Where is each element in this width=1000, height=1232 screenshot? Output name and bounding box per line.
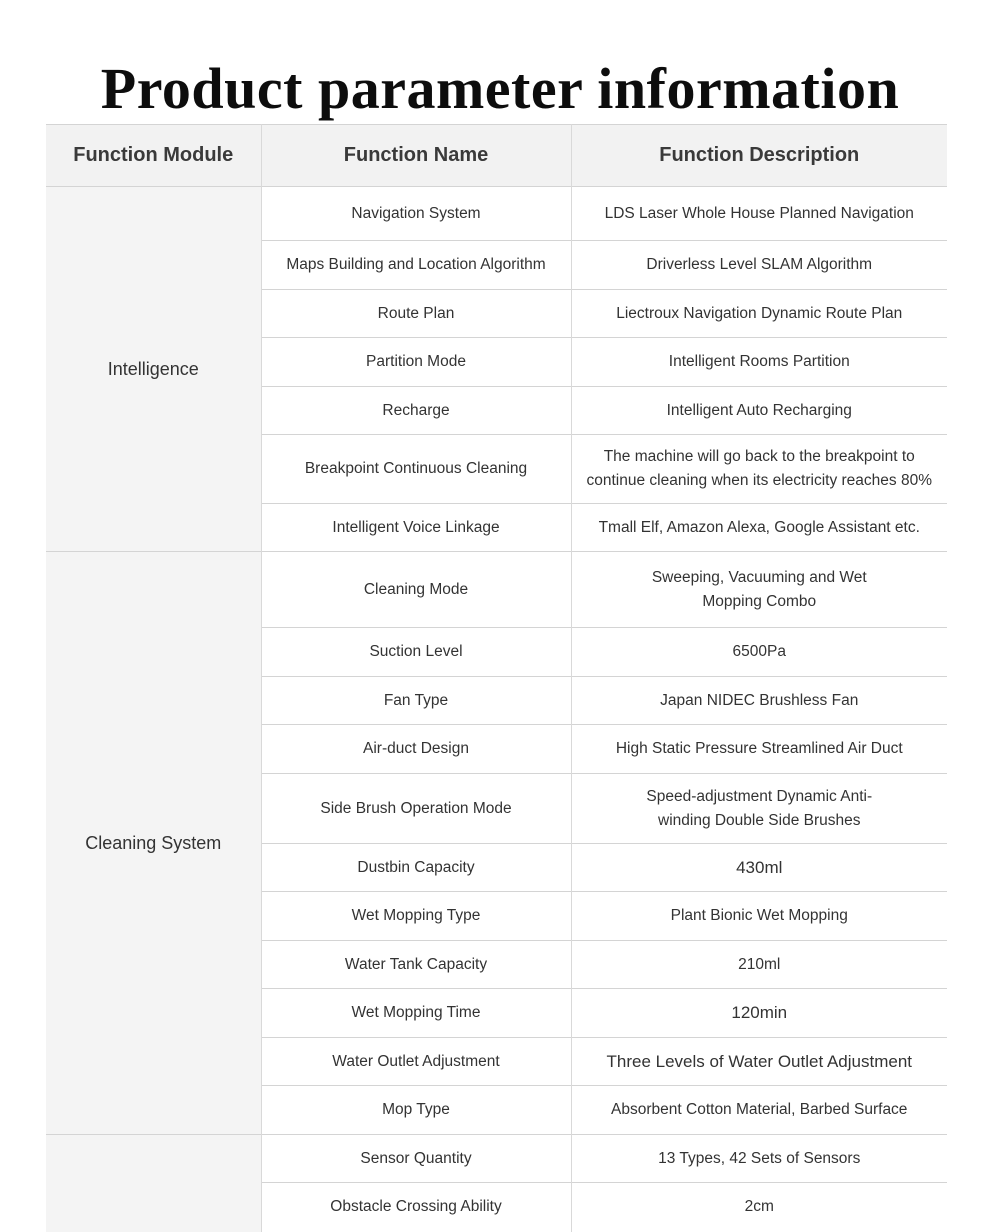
table-row xyxy=(46,187,947,241)
function-description-cell: The machine will go back to the breakpoint to continue cleaning when its electricity reaches 80% xyxy=(571,435,947,504)
function-name-cell: Partition Mode xyxy=(261,338,571,387)
function-name-cell: Water Outlet Adjustment xyxy=(261,1038,571,1086)
function-name-cell: Sensor Quantity xyxy=(261,1135,571,1183)
function-description-cell: Driverless Level SLAM Algorithm xyxy=(571,241,947,290)
function-description-cell: 2cm xyxy=(571,1183,947,1232)
function-name-cell: Dustbin Capacity xyxy=(261,844,571,892)
function-name-cell: Air-duct Design xyxy=(261,725,571,774)
header-function-module: Function Module xyxy=(46,125,261,187)
function-name-cell: Wet Mopping Time xyxy=(261,989,571,1038)
function-description-cell: 120min xyxy=(571,989,947,1038)
function-description-cell: Speed-adjustment Dynamic Anti-winding Double Side Brushes xyxy=(571,774,947,844)
function-description-cell: Absorbent Cotton Material, Barbed Surface xyxy=(571,1086,947,1135)
function-description-cell: Liectroux Navigation Dynamic Route Plan xyxy=(571,290,947,338)
function-name-cell: Mop Type xyxy=(261,1086,571,1135)
function-description-cell: Tmall Elf, Amazon Alexa, Google Assistant etc. xyxy=(571,504,947,552)
function-name-cell: Intelligent Voice Linkage xyxy=(261,504,571,552)
function-name-cell: Navigation System xyxy=(261,187,571,241)
function-name-cell: Suction Level xyxy=(261,628,571,677)
function-description-cell: Sweeping, Vacuuming and Wet Mopping Combo xyxy=(571,552,947,628)
function-name-cell: Side Brush Operation Mode xyxy=(261,774,571,844)
function-name-cell: Fan Type xyxy=(261,677,571,725)
function-name-cell: Breakpoint Continuous Cleaning xyxy=(261,435,571,504)
function-description-cell: Three Levels of Water Outlet Adjustment xyxy=(571,1038,947,1086)
function-name-cell: Cleaning Mode xyxy=(261,552,571,628)
function-description-cell: Plant Bionic Wet Mopping xyxy=(571,892,947,941)
table-header-row xyxy=(46,125,947,187)
header-function-description: Function Description xyxy=(571,125,947,187)
parameter-table xyxy=(46,124,947,1232)
function-description-cell: LDS Laser Whole House Planned Navigation xyxy=(571,187,947,241)
function-description-cell: Intelligent Rooms Partition xyxy=(571,338,947,387)
function-name-cell: Recharge xyxy=(261,387,571,435)
function-description-cell: 430ml xyxy=(571,844,947,892)
function-name-cell: Wet Mopping Type xyxy=(261,892,571,941)
function-description-cell: 210ml xyxy=(571,941,947,989)
function-description-cell: 6500Pa xyxy=(571,628,947,677)
function-module-cell xyxy=(46,1135,261,1232)
function-name-cell: Water Tank Capacity xyxy=(261,941,571,989)
table-row xyxy=(46,1135,947,1183)
function-module-cell: Cleaning System xyxy=(46,552,261,1135)
function-name-cell: Route Plan xyxy=(261,290,571,338)
function-description-cell: 13 Types, 42 Sets of Sensors xyxy=(571,1135,947,1183)
header-function-name: Function Name xyxy=(261,125,571,187)
function-module-cell: Intelligence xyxy=(46,187,261,552)
function-description-cell: Intelligent Auto Recharging xyxy=(571,387,947,435)
function-name-cell: Maps Building and Location Algorithm xyxy=(261,241,571,290)
function-name-cell: Obstacle Crossing Ability xyxy=(261,1183,571,1232)
page-title: Product parameter information xyxy=(100,55,900,121)
function-description-cell: Japan NIDEC Brushless Fan xyxy=(571,677,947,725)
table-row xyxy=(46,552,947,628)
function-description-cell: High Static Pressure Streamlined Air Duct xyxy=(571,725,947,774)
